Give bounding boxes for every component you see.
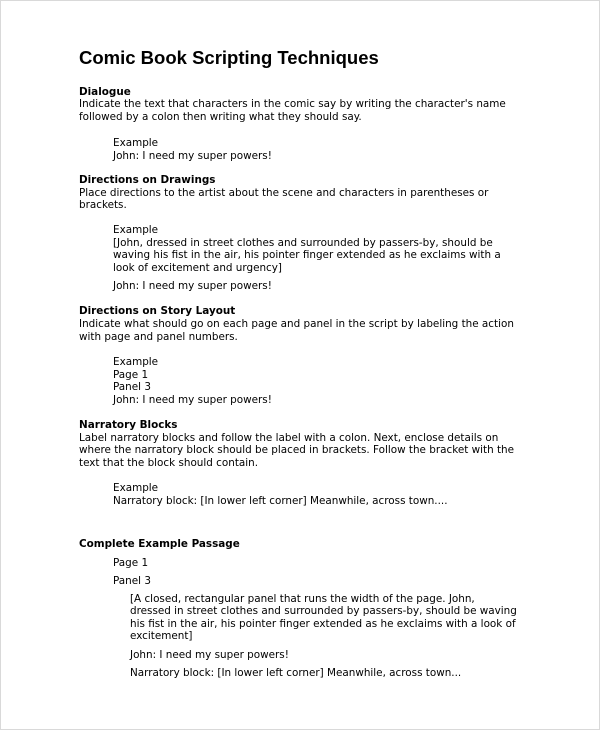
example-line: John: I need my super powers! <box>113 150 272 162</box>
section-heading-complete: Complete Example Passage <box>79 538 240 550</box>
paragraph-line: Indicate the text that characters in the comic say by writing the character's name <box>79 98 506 110</box>
paragraph-line: brackets. <box>79 199 127 211</box>
panel-label: Panel 3 <box>113 575 151 587</box>
example-label: Example <box>113 482 159 494</box>
paragraph-line: with page and panel numbers. <box>79 331 238 343</box>
section-heading-drawings: Directions on Drawings <box>79 174 216 186</box>
paragraph-line: where the narratory block should be placed in brackets. Follow the bracket with the <box>79 444 515 456</box>
paragraph-line: text that the block should contain. <box>79 457 259 469</box>
example-label: Example <box>113 224 159 236</box>
section-heading-dialogue: Dialogue <box>79 86 131 98</box>
narration-line: Narratory block: [In lower left corner] Meanwhile, across town... <box>130 667 462 679</box>
page-title: Comic Book Scripting Techniques <box>79 47 379 68</box>
section-heading-narratory: Narratory Blocks <box>79 419 178 431</box>
example-line: Page 1 <box>113 369 149 381</box>
example-label: Example <box>113 356 159 368</box>
paragraph-line: Label narratory blocks and follow the label with a colon. Next, enclose details on <box>79 432 499 444</box>
example-line: John: I need my super powers! <box>113 280 272 292</box>
paragraph-line: Place directions to the artist about the scene and characters in parentheses or <box>79 187 489 199</box>
example-line: Panel 3 <box>113 381 151 393</box>
scene-line: excitement] <box>130 630 193 642</box>
example-label: Example <box>113 137 159 149</box>
dialogue-line: John: I need my super powers! <box>130 649 289 661</box>
paragraph-line: Indicate what should go on each page and panel in the script by labeling the action <box>79 318 514 330</box>
paragraph-line: followed by a colon then writing what they should say. <box>79 111 362 123</box>
example-line: John: I need my super powers! <box>113 394 272 406</box>
section-heading-layout: Directions on Story Layout <box>79 305 236 317</box>
page-label: Page 1 <box>113 557 149 569</box>
scene-line: [A closed, rectangular panel that runs the width of the page. John, <box>130 593 475 605</box>
example-line: look of excitement and urgency] <box>113 262 282 274</box>
scene-line: dressed in street clothes and surrounded by passers-by, should be waving <box>130 605 517 617</box>
example-line: [John, dressed in street clothes and surrounded by passers-by, should be <box>113 237 493 249</box>
example-line: Narratory block: [In lower left corner] Meanwhile, across town.... <box>113 495 448 507</box>
scene-line: his fist in the air, his pointer finger extended as he exclaims with a look of <box>130 618 516 630</box>
example-line: waving his fist in the air, his pointer finger extended as he exclaims with a <box>113 249 501 261</box>
